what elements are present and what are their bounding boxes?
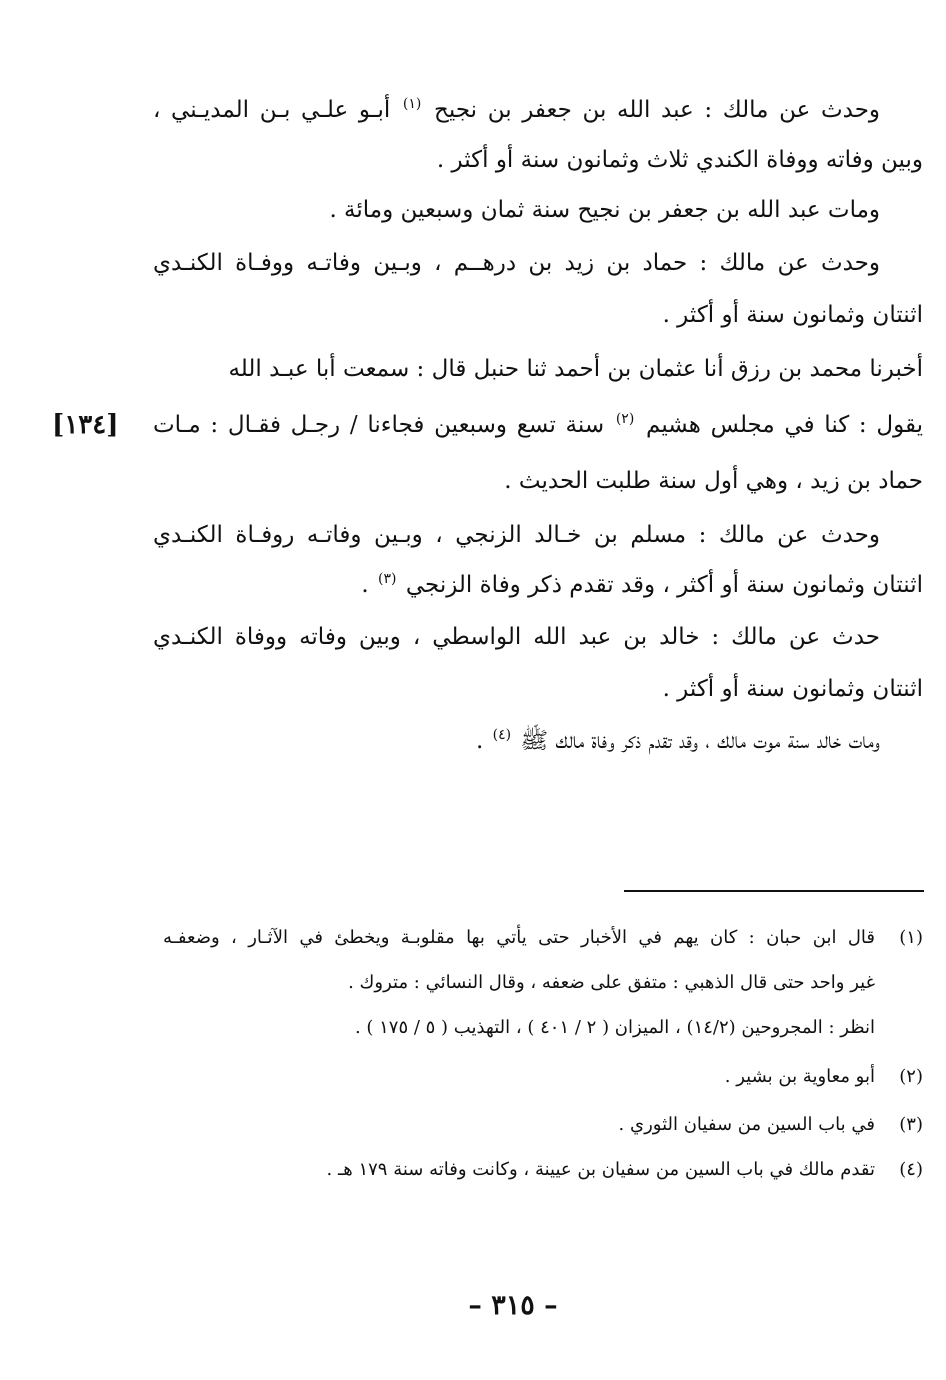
body-line	[153, 85, 880, 135]
footnote-text: قال ابن حبان : كان يهم في الأخبار حتى يأتي بها مقلوبـة ويخطئ في الآثـار ، وضعفـه	[163, 927, 875, 948]
body-text: وحدث عن مالك : عبد الله بن جعفر بن نجيح	[434, 97, 880, 123]
footnote-number: (٣)	[899, 1114, 923, 1135]
footnote-number: (٤)	[899, 1159, 923, 1180]
body-line: اثنتان وثمانون سنة أو أكثر .	[662, 676, 923, 702]
footnote-text: أبو معاوية بن بشير .	[724, 1066, 875, 1087]
footnote-1	[153, 918, 923, 958]
footnote-text: في باب السين من سفيان الثوري .	[618, 1114, 875, 1135]
body-line: حدث عن مالك : خالد بن عبد الله الواسطي ، وبين وفاته ووفاة الكنـدي	[153, 624, 880, 650]
footnote-number: (٢)	[899, 1066, 923, 1087]
margin-page-reference: [١٣٤]	[52, 410, 119, 440]
body-line: حماد بن زيد ، وهي أول سنة طلبت الحديث .	[504, 468, 923, 494]
footnote-4	[153, 1150, 923, 1190]
footnote-2	[153, 1057, 923, 1097]
body-text: اثنتان وثمانون سنة أو أكثر ، وقد تقدم ذكر وفاة الزنجي	[405, 572, 923, 598]
footnote-number: (١)	[899, 927, 923, 948]
body-line	[153, 716, 880, 766]
body-line: اثنتان وثمانون سنة أو أكثر .	[662, 302, 923, 328]
page-number: – ٣١٥ –	[468, 1290, 558, 1321]
body-text: ومات خالد سنة موت مالك ، وقد تقدم ذكر وفاة مالك ﷺ	[520, 728, 880, 754]
footnote-1-continuation: غير واحد حتى قال الذهبي : متفق على ضعفه ، وقال النسائي : متروك .	[348, 972, 875, 993]
footnote-marker: (٢)	[615, 411, 635, 428]
body-text: .	[361, 572, 369, 598]
footnote-separator	[624, 890, 924, 892]
footnote-marker: (١)	[402, 96, 422, 113]
footnote-text: تقدم مالك في باب السين من سفيان بن عيينة ، وكانت وفاته سنة ١٧٩ هـ .	[326, 1159, 875, 1180]
footnote-marker: (٣)	[378, 571, 397, 588]
body-line: وحدث عن مالك : حماد بن زيد بن درهــم ، وبـين وفاتـه ووفـاة الكنـدي	[153, 250, 880, 276]
footnote-3	[153, 1105, 923, 1145]
body-text: يقول : كنا في مجلس هشيم	[646, 412, 923, 438]
body-line: وبين وفاته ووفاة الكندي ثلاث وثمانون سنة أو أكثر .	[436, 147, 923, 173]
body-line	[153, 400, 923, 450]
body-text: أبـو علـي بـن المديـني ،	[153, 97, 391, 123]
body-text: سنة تسع وسبعين فجاءنا / رجـل فقـال : مـات	[153, 412, 605, 438]
footnote-1-continuation: انظر : المجروحين (١٤/٢) ، الميزان ( ٢ / ٤٠١ ) ، التهذيب ( ٥ / ١٧٥ ) .	[354, 1017, 875, 1038]
body-line: أخبرنا محمد بن رزق أنا عثمان بن أحمد ثنا حنبل قال : سمعت أبا عبـد الله	[228, 356, 923, 382]
body-line: ومات عبد الله بن جعفر بن نجيح سنة ثمان وسبعين ومائة .	[329, 197, 880, 223]
body-line	[153, 560, 923, 610]
footnote-marker: (٤)	[492, 727, 512, 744]
body-text: .	[475, 728, 484, 754]
body-line: وحدث عن مالك : مسلم بن خـالد الزنجي ، وبـين وفاتـه روفـاة الكنـدي	[153, 522, 880, 548]
